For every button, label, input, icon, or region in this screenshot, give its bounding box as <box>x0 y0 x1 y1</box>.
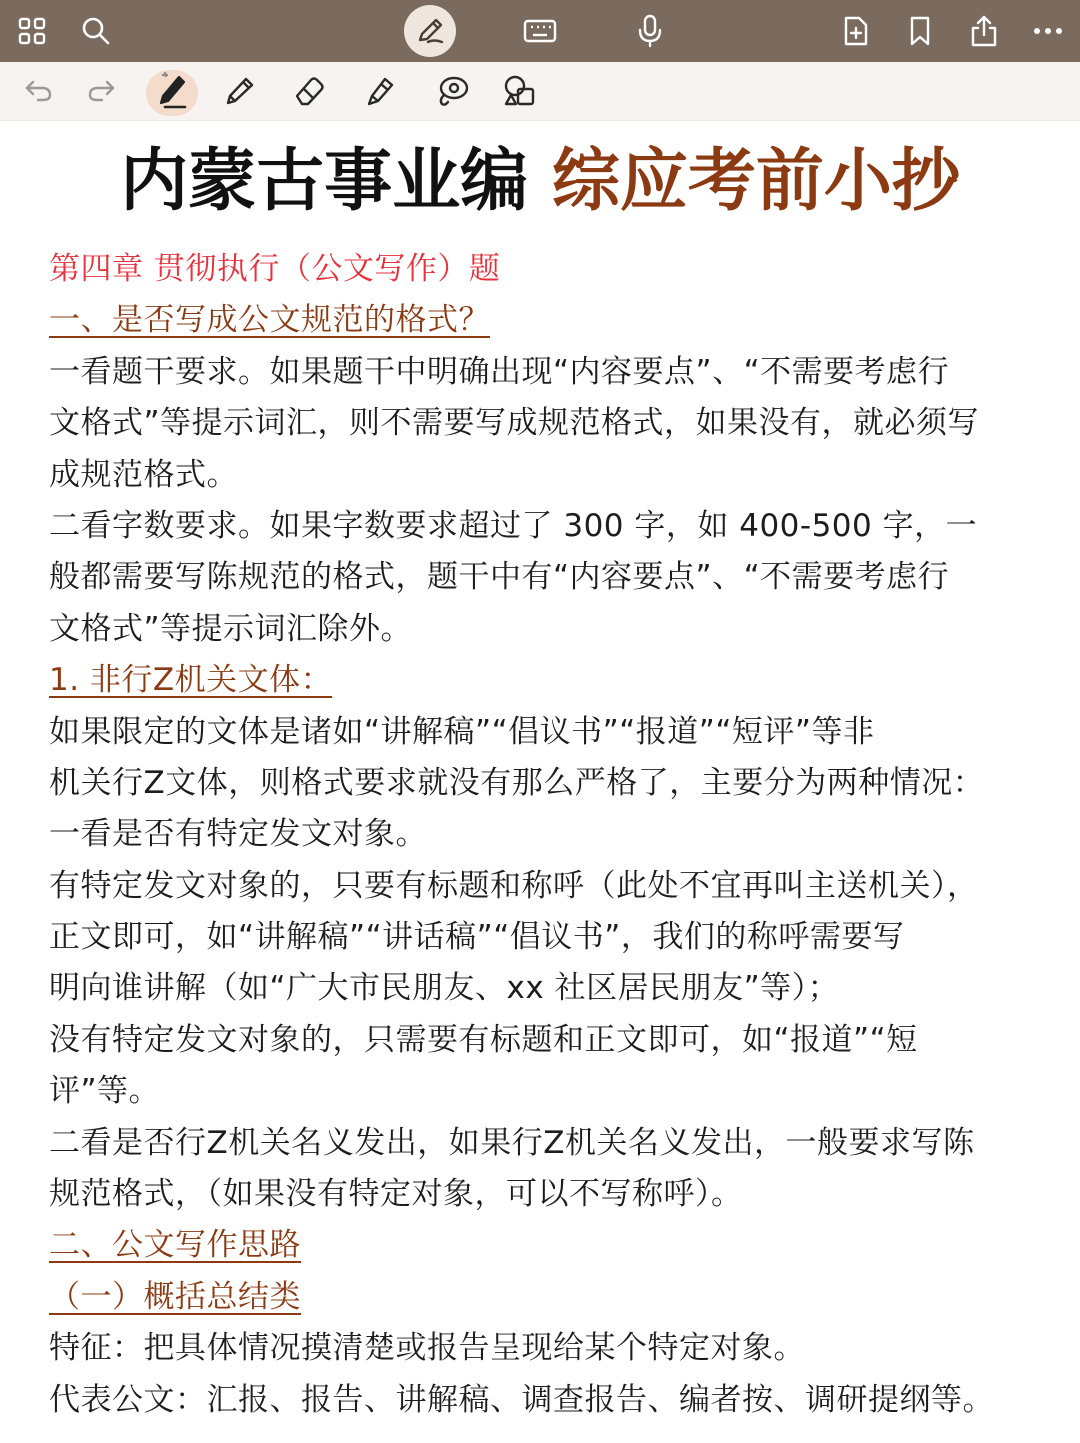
pen-mode-button[interactable] <box>404 5 456 57</box>
microphone-icon[interactable] <box>622 0 678 62</box>
paragraph-line: 正文即可，如“讲解稿”“讲话稿”“倡议书”，我们的称呼需要写 <box>49 919 905 956</box>
paragraph-line: 规范格式，（如果没有特定对象，可以不写称呼）。 <box>49 1176 743 1213</box>
shapes-icon[interactable] <box>494 62 546 120</box>
paragraph-line: 文格式”等提示词汇，则不需要写成规范格式，如果没有，就必须写 <box>49 405 980 442</box>
paragraph-line: 特征：把具体情况摸清楚或报告呈现给某个特定对象。 <box>49 1330 805 1367</box>
paragraph-line: 没有特定发文对象的，只需要有标题和正文即可，如“报道”“短 <box>49 1021 918 1058</box>
share-icon[interactable] <box>956 0 1012 62</box>
paragraph-line: 成规范格式。 <box>49 456 238 493</box>
grid-icon[interactable] <box>4 0 60 62</box>
search-icon[interactable] <box>68 0 124 62</box>
section-heading-2: 二、公文写作思路 <box>49 1227 301 1264</box>
chapter-heading: 第四章 贯彻执行（公文写作）题 <box>49 251 501 287</box>
lasso-icon[interactable] <box>426 62 478 120</box>
pen-mode-icon <box>414 15 446 47</box>
highlighter-icon[interactable] <box>354 62 406 120</box>
paragraph-line: 二看字数要求。如果字数要求超过了 300 字，如 400-500 字，一 <box>49 507 978 544</box>
keyboard-icon[interactable] <box>512 0 568 62</box>
paragraph-line: 评”等。 <box>49 1073 161 1110</box>
paragraph-line: 般都需要写陈规范的格式，题干中有“内容要点”、“不需要考虑行 <box>49 559 950 596</box>
title-part-accent: 综应考前小抄 <box>551 142 960 221</box>
paragraph-line: 文格式”等提示词汇除外。 <box>49 610 413 647</box>
paragraph-line: 如果限定的文体是诸如“讲解稿”“倡议书”“报道”“短评”等非 <box>49 713 875 750</box>
paragraph-line: 代表公文：汇报、报告、讲解稿、调查报告、编者按、调研提纲等。 <box>49 1381 994 1418</box>
paragraph-line: 有特定发文对象的，只要有标题和称呼（此处不宜再叫主送机关）， <box>49 867 979 904</box>
paragraph-line: 一看题干要求。如果题干中明确出现“内容要点”、“不需要考虑行 <box>49 353 950 390</box>
section-heading-1: 一、是否写成公文规范的格式？ <box>49 302 490 339</box>
page-title <box>0 140 1080 224</box>
subsection-heading-2: （一）概括总结类 <box>49 1278 301 1315</box>
undo-icon[interactable] <box>12 62 64 120</box>
drawing-toolbar-tools <box>0 62 1080 120</box>
paragraph-line: 一看是否有特定发文对象。 <box>49 816 427 853</box>
paragraph-line: 二看是否行Z机关名义发出，如果行Z机关名义发出，一般要求写陈 <box>49 1124 975 1161</box>
eraser-icon[interactable] <box>284 62 336 120</box>
bookmark-icon[interactable] <box>892 0 948 62</box>
title-part-main: 内蒙古事业编 <box>120 142 529 221</box>
subsection-heading-1: 1. 非行Z机关文体： <box>49 662 333 699</box>
ballpoint-pen-icon[interactable] <box>146 62 198 120</box>
redo-icon[interactable] <box>76 62 128 120</box>
paragraph-line: 机关行Z文体，则格式要求就没有那么严格了，主要分为两种情况： <box>49 764 985 801</box>
pencil-icon[interactable] <box>214 62 266 120</box>
more-icon[interactable] <box>1020 0 1076 62</box>
paragraph-line: 明向谁讲解（如“广大市民朋友、xx 社区居民朋友”等）； <box>49 970 840 1007</box>
document-body <box>49 244 1039 1426</box>
top-app-bar <box>0 0 1080 62</box>
add-page-icon[interactable] <box>828 0 884 62</box>
